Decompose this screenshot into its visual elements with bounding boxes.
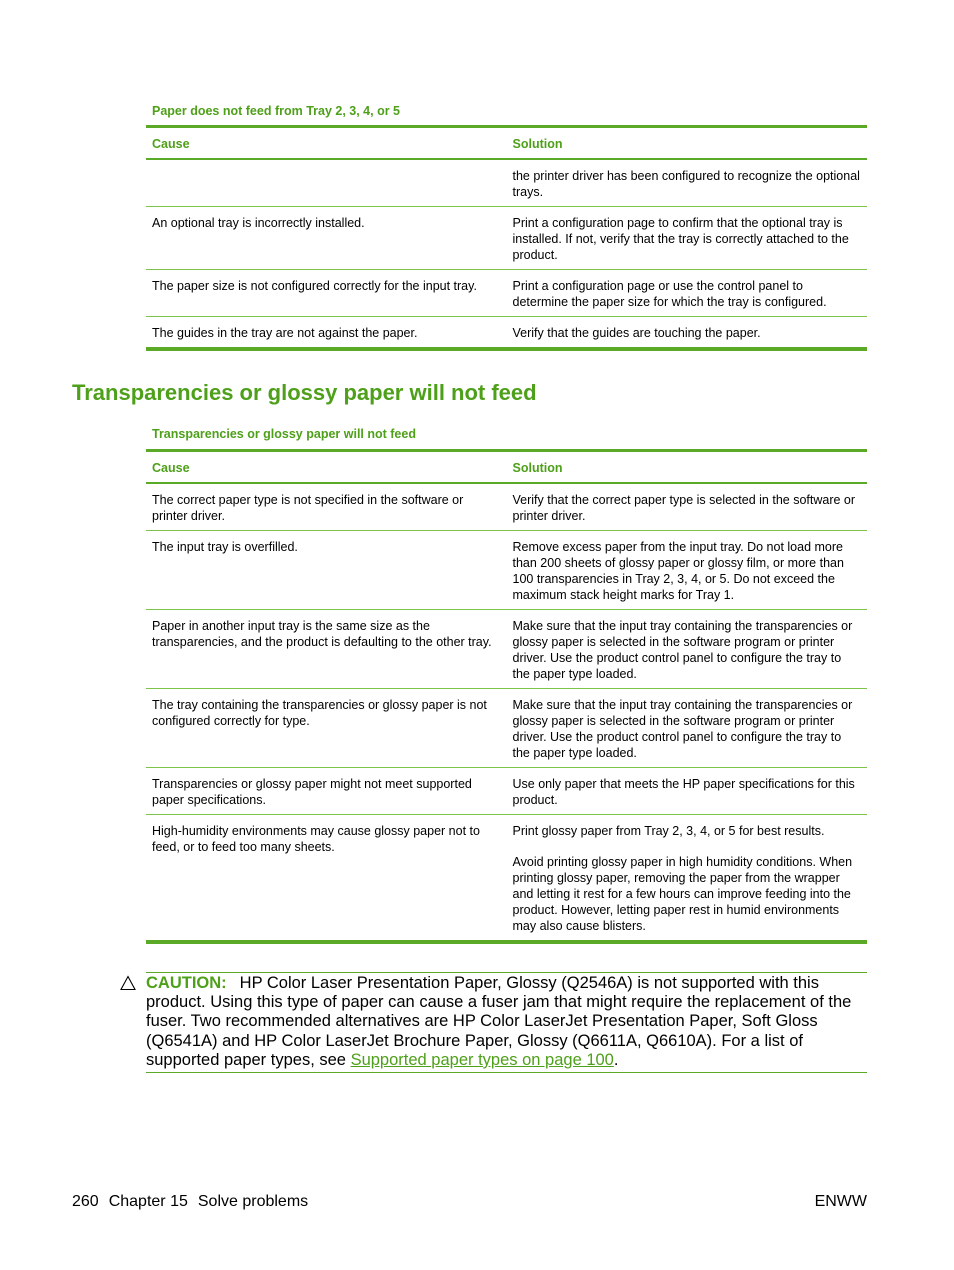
cause-cell: The guides in the tray are not against the paper. <box>152 326 418 340</box>
table-row <box>146 317 867 350</box>
table-row <box>146 768 867 815</box>
cause-cell <box>146 159 506 207</box>
caution-end: . <box>613 1050 619 1069</box>
solution-cell: Print a configuration page to confirm that the optional tray is installed. If not, verify that the tray is correctly attached to the product. <box>506 207 867 270</box>
solution-cell: Verify that the guides are touching the paper. <box>506 317 867 350</box>
table2-header-row <box>146 451 867 484</box>
solution-cell: the printer driver has been configured to recognize the optional trays. <box>506 159 867 207</box>
page-number: 260 <box>72 1193 99 1210</box>
table1 <box>146 125 867 351</box>
supported-paper-types-link[interactable]: Supported paper types on page 100 <box>350 1050 614 1069</box>
table2-header-cause: Cause <box>146 451 506 484</box>
solution-paragraph: Print glossy paper from Tray 2, 3, 4, or 5 for best results. <box>512 824 825 838</box>
caution-triangle-icon <box>120 975 136 991</box>
cause-cell: An optional tray is incorrectly installed. <box>146 207 506 270</box>
cause-cell: The correct paper type is not specified in the software or printer driver. <box>146 483 506 531</box>
cause-cell: The tray containing the transparencies or glossy paper is not configured correctly for type. <box>146 689 506 768</box>
caution-label: CAUTION: <box>146 974 227 992</box>
solution-cell <box>506 815 867 943</box>
table-row <box>146 159 867 207</box>
solution-cell: Make sure that the input tray containing the transparencies or glossy paper is selected in the software program or printer driver. Use the product control panel to configure the tray to the paper type loaded. <box>506 610 867 689</box>
solution-cell: Remove excess paper from the input tray. Do not load more than 200 sheets of glossy paper or glossy film, or more than 100 transparencies in Tray 2, 3, 4, or 5. Do not exceed the maximum stack height marks for Tray 1. <box>506 531 867 610</box>
table2-caption: Transparencies or glossy paper will not feed <box>152 427 416 441</box>
section-heading: Transparencies or glossy paper will not feed <box>72 380 537 405</box>
chapter-title: Solve problems <box>197 1193 309 1210</box>
table1-header-cause: Cause <box>146 127 506 160</box>
caution-text: HP Color Laser Presentation Paper, Glossy (Q2546A) is not supported with this product. Using this type of paper can cause a fuser jam that might require the replacement of the fuser. Two recommended alternatives are HP Color LaserJet Presentation Paper, Soft Gloss (Q6541A) and HP Color LaserJet Brochure Paper, Glossy (Q6611A, Q6610A). For a list of supported paper types, see <box>146 974 852 1069</box>
footer-edition: ENWW <box>814 1193 867 1210</box>
solution-cell: Print a configuration page or use the control panel to determine the paper size for which the tray is configured. <box>506 270 867 317</box>
table2 <box>146 449 867 944</box>
page-footer <box>72 1193 308 1211</box>
table-row <box>146 483 867 531</box>
table2-header-solution: Solution <box>506 451 867 484</box>
cause-cell: Paper in another input tray is the same size as the transparencies, and the product is defaulting to the other tray. <box>146 610 506 689</box>
table1-header-row <box>146 127 867 160</box>
cause-cell: Transparencies or glossy paper might not meet supported paper specifications. <box>146 768 506 815</box>
solution-cell: Make sure that the input tray containing the transparencies or glossy paper is selected in the software program or printer driver. Use the product control panel to configure the tray to the paper type loaded. <box>506 689 867 768</box>
solution-paragraph-extra: Avoid printing glossy paper in high humidity conditions. When printing glossy paper, removing the paper from the wrapper and letting it rest for a few hours can improve feeding into the product. However, letting paper rest in humid environments may also cause blisters. <box>512 855 853 933</box>
table-row <box>146 531 867 610</box>
solution-cell: Verify that the correct paper type is selected in the software or printer driver. <box>506 483 867 531</box>
table1-caption: Paper does not feed from Tray 2, 3, 4, or 5 <box>152 104 400 118</box>
table1-header-solution: Solution <box>506 127 867 160</box>
cause-cell: The paper size is not configured correctly for the input tray. <box>146 270 506 317</box>
table-row <box>146 207 867 270</box>
solution-cell: Use only paper that meets the HP paper specifications for this product. <box>506 768 867 815</box>
table-row <box>146 610 867 689</box>
table-row <box>146 815 867 943</box>
chapter-label: Chapter 15 <box>108 1193 188 1210</box>
table-row <box>146 270 867 317</box>
cause-cell: The input tray is overfilled. <box>146 531 506 610</box>
cause-cell: High-humidity environments may cause glossy paper not to feed, or to feed too many sheets. <box>152 824 480 854</box>
caution-note <box>146 972 867 1073</box>
table-row <box>146 689 867 768</box>
